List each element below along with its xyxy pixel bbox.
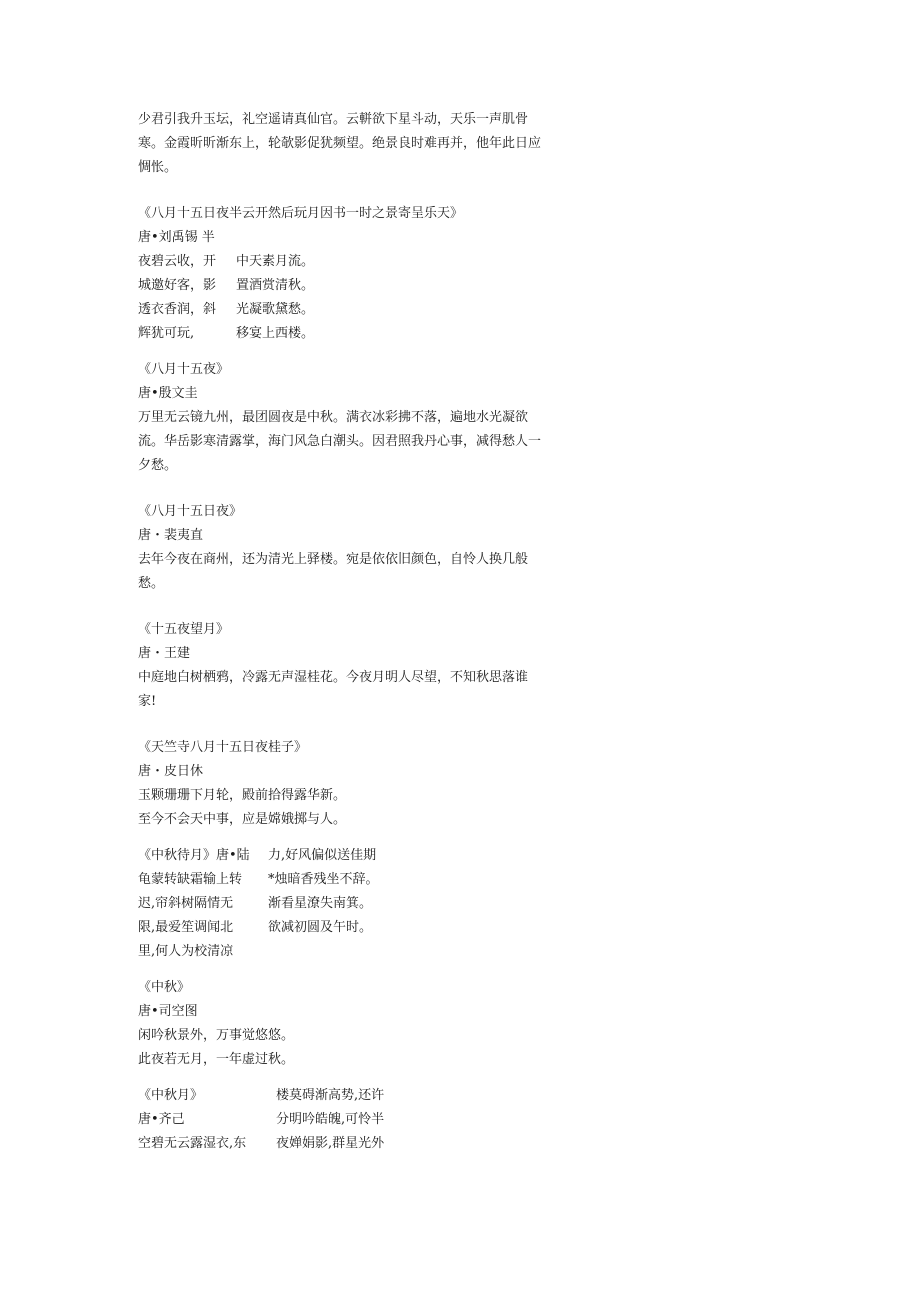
- poem-author: 唐・裴夷直: [138, 528, 204, 543]
- poem-line: 限,最爱笙调闻北: [138, 920, 234, 935]
- poem-wangjian: [138, 618, 543, 714]
- poem-line: 《中秋待月》唐•陆: [138, 848, 250, 863]
- poem-line: 里,何人为校清凉: [138, 944, 234, 959]
- poem-line: 分明吟皓魄,可怜半: [276, 1112, 385, 1127]
- poem-line: 欲减初圆及午时。: [268, 920, 373, 935]
- poem-line: 此夜若无月，一年虚过秋。: [138, 1052, 295, 1067]
- poem-author: 唐•司空图: [138, 1004, 198, 1019]
- poem-yinwengui: [138, 358, 543, 478]
- poem-line: 至今不会天中事，应是嫦娥掷与人。: [138, 812, 347, 827]
- poem-line: 玉颗珊珊下月轮，殿前拾得露华新。: [138, 788, 347, 803]
- poem-line: 置酒赏清秋。: [236, 278, 315, 293]
- poem-line: 迟,帘斜树隔情无: [138, 896, 234, 911]
- poem-body: 去年今夜在商州，还为清光上驿楼。宛是依依旧颜色，自怜人换几般愁。: [138, 552, 529, 591]
- poem-body: 中庭地白树栖鸦，冷露无声湿桂花。今夜月明人尽望，不知秋思落谁家!: [138, 670, 529, 709]
- poem-title: 《八月十五日夜半云开然后玩月因书一时之景寄呈乐天》: [138, 206, 464, 221]
- poem-line: *烛暗香残坐不辞。: [268, 872, 379, 887]
- poem-luzhi: [138, 844, 543, 964]
- poem-line: 楼莫碍渐高势,还许: [276, 1088, 385, 1103]
- poem-line: 辉犹可玩,: [138, 326, 195, 341]
- poem-line: 渐看星潦失南箕。: [268, 896, 373, 911]
- poem-author: 唐•殷文圭: [138, 386, 198, 401]
- poem-line: 唐•齐己: [138, 1112, 185, 1127]
- poem-peiyizhi: [138, 500, 543, 596]
- poem-line: 空碧无云露湿衣,东: [138, 1136, 247, 1151]
- poem-title: 《天竺寺八月十五日夜桂子》: [138, 740, 308, 755]
- poem-title: 《中秋》: [138, 980, 191, 995]
- poem-title: 《十五夜望月》: [138, 622, 230, 637]
- poem-line: 光凝歌黛愁。: [236, 302, 315, 317]
- poem-liuyuxi: [138, 202, 543, 346]
- poem-line: 闲吟秋景外，万事觉悠悠。: [138, 1028, 295, 1043]
- poem-line: 透衣香润，斜: [138, 302, 217, 317]
- poem-line: 力,好风偏似送佳期: [268, 848, 377, 863]
- poem-line: 移宴上西楼。: [236, 326, 315, 341]
- poem-line: 城邀好客，影: [138, 278, 217, 293]
- poem-author: 唐•刘禹锡 半: [138, 230, 215, 245]
- poem-line: 夜碧云收，开: [138, 254, 217, 269]
- poem-sikongtu: [138, 976, 543, 1072]
- poem-line: 中天素月流。: [236, 254, 315, 269]
- poem-author: 唐・王建: [138, 646, 191, 661]
- poem-pirixiu: [138, 736, 543, 832]
- poem-qiji: [138, 1084, 543, 1156]
- poem-author: 唐・皮日休: [138, 764, 204, 779]
- poem-line: 夜婵娟影,群星光外: [276, 1136, 385, 1151]
- intro-poem-text: 少君引我升玉坛，礼空遥请真仙官。云軿欲下星斗动，天乐一声肌骨寒。金霞昕昕渐东上，轮欹影促犹频望。绝景良时难再并，他年此日应惆怅。: [138, 112, 542, 175]
- poem-title: 《八月十五日夜》: [138, 504, 243, 519]
- document-page: [138, 108, 543, 1156]
- poem-body: 万里无云镜九州，最团圆夜是中秋。满衣冰彩拂不落，遍地水光凝欲流。华岳影寒清露掌，海门风急白潮头。因君照我丹心事，减得愁人一夕愁。: [138, 410, 542, 473]
- poem-line: 龟蒙转缺霜输上转: [138, 872, 243, 887]
- poem-title: 《八月十五夜》: [138, 362, 230, 377]
- poem-line: 《中秋月》: [138, 1088, 204, 1103]
